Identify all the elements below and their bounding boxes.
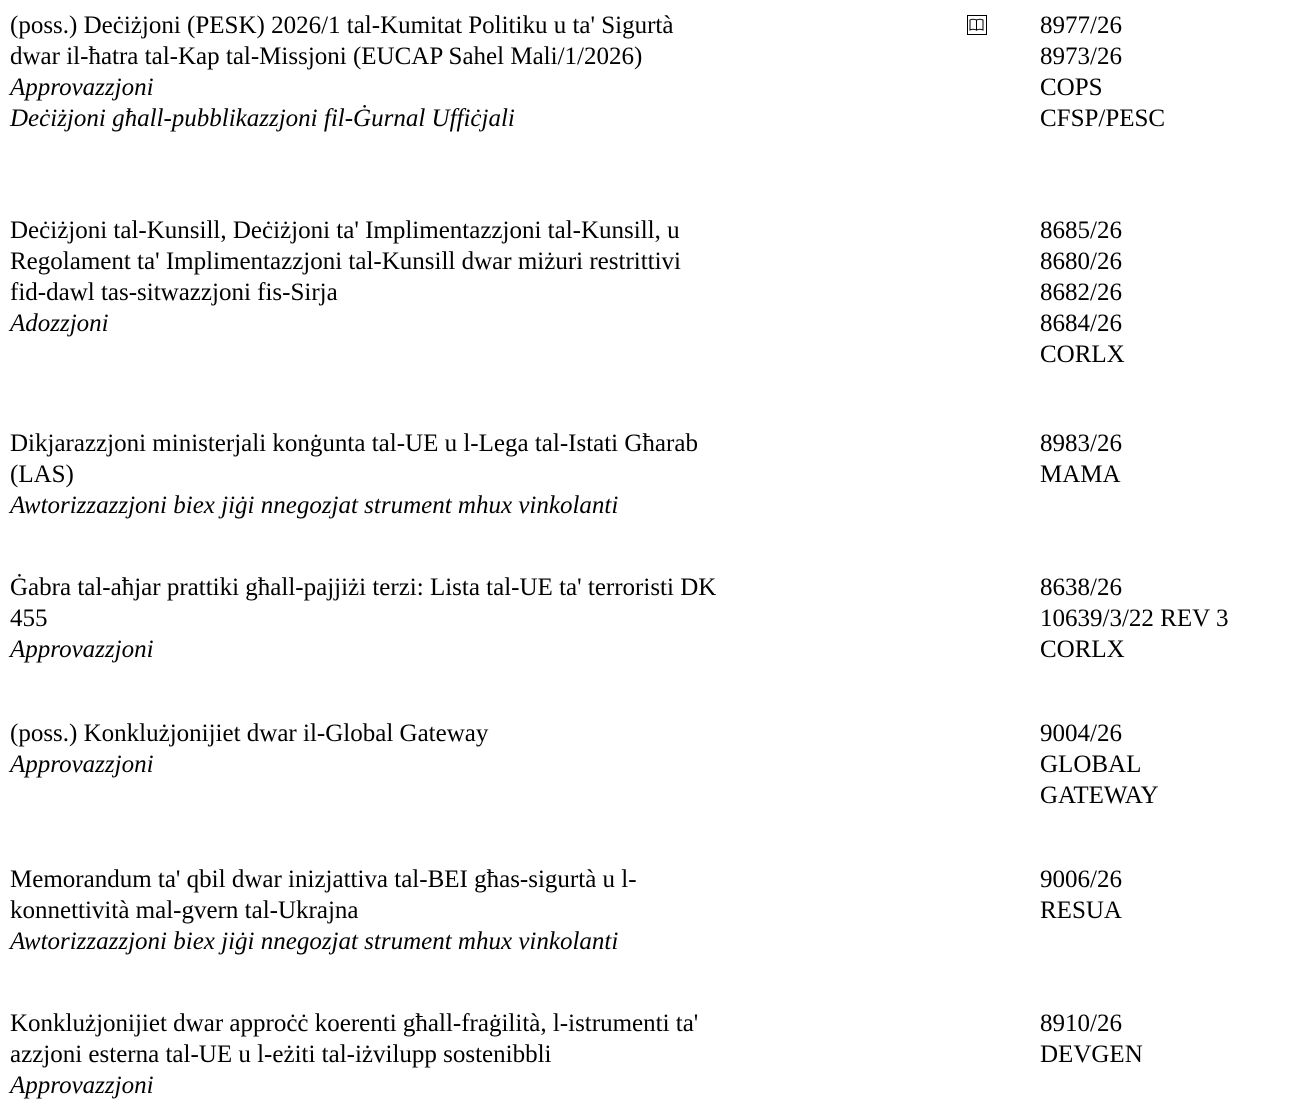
title-line: Deċiżjoni tal-Kunsill, Deċiżjoni ta' Implimentazzjoni tal-Kunsill, u xyxy=(10,217,680,244)
item-title xyxy=(10,864,940,957)
item-action: Approvazzjoni xyxy=(10,751,154,778)
document-reference: 8910/26 xyxy=(1040,1010,1122,1037)
document-reference: 8977/26 xyxy=(1040,12,1122,39)
document-reference: RESUA xyxy=(1040,897,1122,924)
document-reference: GATEWAY xyxy=(1040,782,1159,809)
title-line: Memorandum ta' qbil dwar inizjattiva tal-BEI għas-sigurtà u l- xyxy=(10,866,637,893)
document-reference: 8685/26 xyxy=(1040,217,1122,244)
document-reference: 8638/26 xyxy=(1040,574,1122,601)
item-action: Deċiżjoni għall-pubblikazzjoni fil-Ġurnal Uffiċjali xyxy=(10,105,515,132)
item-references xyxy=(1040,572,1228,665)
item-references xyxy=(1040,428,1122,490)
agenda-item xyxy=(10,428,1295,572)
agenda-document xyxy=(10,10,1295,1108)
item-title xyxy=(10,718,940,780)
document-reference: MAMA xyxy=(1040,461,1121,488)
title-line: fid-dawl tas-sitwazzjoni fis-Sirja xyxy=(10,279,338,306)
item-action: Approvazzjoni xyxy=(10,636,154,663)
item-action: Approvazzjoni xyxy=(10,74,154,101)
item-references xyxy=(1040,1008,1143,1070)
document-reference: CFSP/PESC xyxy=(1040,105,1166,132)
agenda-item xyxy=(10,10,1295,215)
item-action: Approvazzjoni xyxy=(10,1072,154,1099)
document-reference: 8983/26 xyxy=(1040,430,1122,457)
document-reference: COPS xyxy=(1040,74,1103,101)
agenda-item xyxy=(10,718,1295,864)
title-line: 455 xyxy=(10,605,48,632)
item-title xyxy=(10,428,940,521)
document-reference: 8973/26 xyxy=(1040,43,1122,70)
agenda-item xyxy=(10,572,1295,718)
title-line: Ġabra tal-aħjar prattiki għall-pajjiżi terzi: Lista tal-UE ta' terroristi DK xyxy=(10,574,717,601)
title-line: konnettività mal-gvern tal-Ukrajna xyxy=(10,897,359,924)
item-action: Adozzjoni xyxy=(10,310,109,337)
document-reference: GLOBAL xyxy=(1040,751,1142,778)
item-references xyxy=(1040,10,1165,134)
document-reference: 8680/26 xyxy=(1040,248,1122,275)
title-line: Dikjarazzjoni ministerjali konġunta tal-UE u l-Lega tal-Istati Għarab xyxy=(10,430,698,457)
item-title xyxy=(10,215,940,339)
title-line: dwar il-ħatra tal-Kap tal-Missjoni (EUCAP Sahel Mali/1/2026) xyxy=(10,43,643,70)
document-reference: DEVGEN xyxy=(1040,1041,1143,1068)
open-book-icon[interactable] xyxy=(967,15,987,35)
document-reference: 9004/26 xyxy=(1040,720,1122,747)
agenda-item xyxy=(10,215,1295,428)
title-line: (LAS) xyxy=(10,461,74,488)
item-title xyxy=(10,1008,940,1101)
title-line: Konklużjonijiet dwar approċċ koerenti għall-fraġilità, l-istrumenti ta' xyxy=(10,1010,699,1037)
item-action: Awtorizzazzjoni biex jiġi nnegozjat strument mhux vinkolanti xyxy=(10,492,619,519)
document-reference: CORLX xyxy=(1040,341,1125,368)
document-reference: 8684/26 xyxy=(1040,310,1122,337)
document-reference: CORLX xyxy=(1040,636,1125,663)
title-line: Regolament ta' Implimentazzjoni tal-Kunsill dwar miżuri restrittivi xyxy=(10,248,681,275)
item-action: Awtorizzazzjoni biex jiġi nnegozjat strument mhux vinkolanti xyxy=(10,928,619,955)
title-line: (poss.) Konklużjonijiet dwar il-Global Gateway xyxy=(10,720,489,747)
document-reference: 9006/26 xyxy=(1040,866,1122,893)
document-reference: 8682/26 xyxy=(1040,279,1122,306)
item-title xyxy=(10,572,940,665)
agenda-item xyxy=(10,864,1295,1008)
document-reference: 10639/3/22 REV 3 xyxy=(1040,605,1229,632)
agenda-item xyxy=(10,1008,1295,1108)
item-references xyxy=(1040,215,1125,370)
item-title xyxy=(10,10,940,134)
title-line: (poss.) Deċiżjoni (PESK) 2026/1 tal-Kumitat Politiku u ta' Sigurtà xyxy=(10,12,674,39)
item-references xyxy=(1040,864,1122,926)
item-references xyxy=(1040,718,1159,811)
title-line: azzjoni esterna tal-UE u l-eżiti tal-iżvilupp sostenibbli xyxy=(10,1041,552,1068)
